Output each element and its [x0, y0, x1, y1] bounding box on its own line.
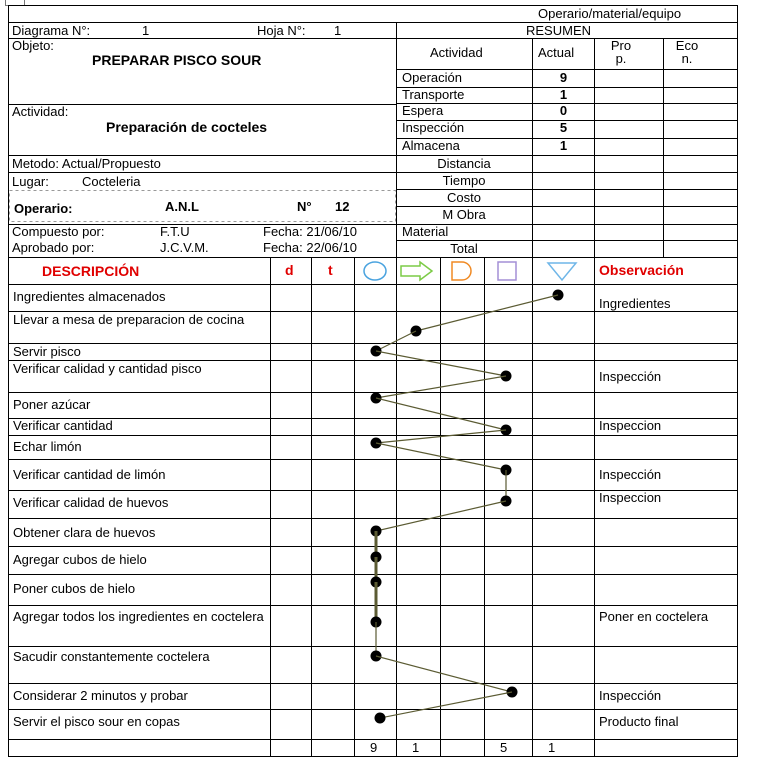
summary-row-actual: 1: [559, 87, 568, 102]
total-value: 5: [500, 740, 508, 755]
col-description: DESCRIPCIÓN: [42, 263, 140, 279]
step-description: Verificar calidad de huevos: [13, 495, 169, 510]
step-description: Agregar cubos de hielo: [13, 552, 147, 567]
method-label: Metodo: Actual/Propuesto: [12, 156, 161, 171]
total-value: 1: [548, 740, 556, 755]
col-t: t: [328, 262, 333, 278]
summary-row-label: Almacena: [402, 138, 460, 153]
col-d: d: [285, 262, 294, 278]
place-label: Lugar:: [12, 174, 49, 189]
summary-extra-label: Distancia: [437, 156, 491, 171]
step-observation: Producto final: [599, 714, 679, 729]
sheet-value: 1: [334, 23, 342, 38]
summary-col-actual: Actual: [538, 45, 575, 60]
summary-extra-label: Material: [402, 224, 449, 239]
summary-row-actual: 9: [559, 70, 568, 85]
step-observation: Ingredientes: [599, 296, 671, 311]
place-value: Cocteleria: [82, 174, 141, 189]
summary-row-label: Espera: [402, 103, 444, 118]
col-observation: Observación: [599, 262, 684, 278]
step-description: Verificar cantidad de limón: [13, 467, 166, 482]
step-observation: Inspeccion: [599, 418, 662, 433]
summary-row-actual: 0: [559, 103, 568, 118]
summary-row-label: Inspección: [402, 120, 465, 135]
operator-label: Operario:: [14, 201, 73, 216]
flow-dot: [375, 713, 386, 724]
activity-value: Preparación de cocteles: [106, 119, 268, 135]
approved-value: J.C.V.M.: [160, 240, 209, 255]
step-description: Ingredientes almacenados: [13, 289, 166, 304]
approved-date: Fecha: 22/06/10: [263, 240, 357, 255]
step-description: Obtener clara de huevos: [13, 525, 156, 540]
summary-extra-label: Costo: [447, 190, 481, 205]
number-label: N°: [297, 199, 312, 214]
step-observation: Inspección: [599, 369, 662, 384]
delay-d-icon: [452, 262, 471, 280]
summary-title: RESUMEN: [526, 23, 592, 38]
total-value: 1: [412, 740, 420, 755]
composed-date: Fecha: 21/06/10: [263, 224, 357, 239]
summary-extra-label: Tiempo: [442, 173, 486, 188]
step-description: Llevar a mesa de preparacion de cocina: [13, 312, 245, 327]
step-description: Servir el pisco sour en copas: [13, 714, 180, 729]
summary-row-actual: 1: [559, 138, 568, 153]
step-observation: Poner en coctelera: [599, 609, 709, 624]
number-value: 12: [335, 199, 350, 214]
step-description: Verificar calidad y cantidad pisco: [13, 361, 202, 376]
summary-col-prop: Pro p.: [610, 38, 632, 66]
object-label: Objeto:: [12, 38, 54, 53]
summary-extra-label: Total: [450, 241, 478, 256]
composed-value: F.T.U: [160, 224, 190, 239]
step-description: Poner cubos de hielo: [13, 581, 136, 596]
step-description: Poner azúcar: [13, 397, 91, 412]
summary-row-label: Transporte: [402, 87, 465, 102]
diagram-label: Diagrama N°:: [12, 23, 91, 38]
operation-circle-icon: [364, 262, 386, 280]
step-description: Considerar 2 minutos y probar: [13, 688, 188, 703]
step-observation: Inspección: [599, 467, 662, 482]
summary-col-econ: Eco n.: [675, 38, 699, 66]
sheet-label: Hoja N°:: [257, 23, 306, 38]
step-observation: Inspeccion: [599, 490, 662, 505]
operator-value: A.N.L: [165, 199, 199, 214]
top-right-label: Operario/material/equipo: [538, 6, 682, 21]
activity-label: Actividad:: [12, 104, 69, 119]
composed-label: Compuesto por:: [12, 224, 105, 239]
flow-connector: [416, 295, 558, 331]
approved-label: Aprobado por:: [12, 240, 95, 255]
object-value: PREPARAR PISCO SOUR: [92, 52, 262, 68]
step-description: Verificar cantidad: [13, 418, 113, 433]
storage-triangle-icon: [548, 263, 576, 280]
flow-connector: [380, 692, 512, 718]
summary-col-activity: Actividad: [430, 45, 483, 60]
step-description: Agregar todos los ingredientes en coctelera: [13, 609, 264, 624]
inspection-square-icon: [498, 262, 516, 280]
summary-extra-label: M Obra: [442, 207, 486, 222]
summary-row-actual: 5: [559, 120, 568, 135]
step-observation: Inspección: [599, 688, 662, 703]
diagram-value: 1: [142, 23, 150, 38]
step-description: Echar limón: [13, 439, 82, 454]
total-value: 9: [370, 740, 378, 755]
step-description: Servir pisco: [13, 344, 81, 359]
step-description: Sacudir constantemente coctelera: [13, 649, 210, 664]
summary-row-label: Operación: [402, 70, 462, 85]
transport-arrow-icon: [401, 262, 432, 280]
